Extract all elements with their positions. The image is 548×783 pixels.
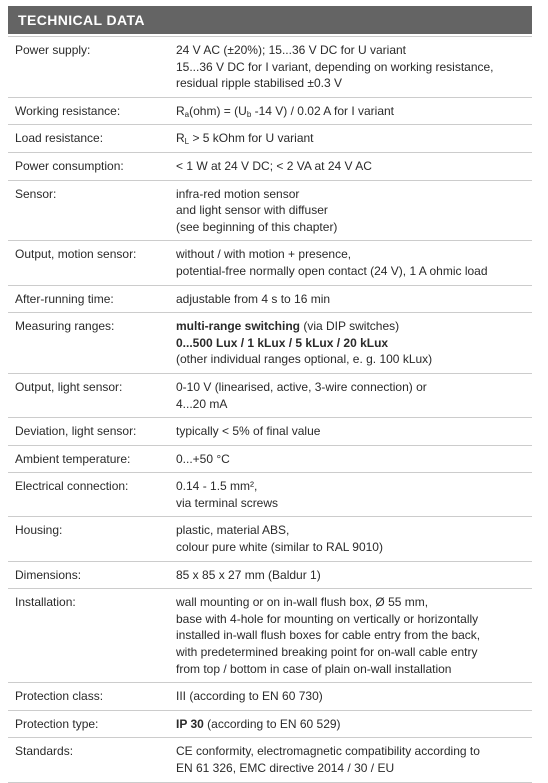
spec-label: Installation: xyxy=(15,595,76,610)
spec-label: Power consumption: xyxy=(15,158,124,173)
spec-label: Standards: xyxy=(15,744,74,759)
spec-value xyxy=(176,103,532,120)
spec-value-line: plastic, material ABS, xyxy=(176,523,290,538)
spec-label: Deviation, light sensor: xyxy=(15,424,137,439)
spec-value-line: via terminal screws xyxy=(176,495,279,510)
spec-value xyxy=(176,743,532,776)
spec-row xyxy=(8,588,532,682)
spec-value-line: 0...500 Lux / 1 kLux / 5 kLux / 20 kLux xyxy=(176,335,389,350)
spec-value xyxy=(176,291,532,308)
spec-value-line: 24 V AC (±20%); 15...36 V DC for U variant xyxy=(176,43,407,57)
spec-value-line: multi-range switching (via DIP switches) xyxy=(176,319,400,334)
spec-row xyxy=(8,152,532,180)
spec-value xyxy=(176,594,532,677)
spec-row xyxy=(8,561,532,589)
spec-value-line: 85 x 85 x 27 mm (Baldur 1) xyxy=(176,567,321,582)
section-header xyxy=(8,6,532,34)
spec-row xyxy=(8,516,532,560)
spec-value xyxy=(176,716,532,733)
spec-row xyxy=(8,710,532,738)
spec-row xyxy=(8,240,532,284)
spec-value xyxy=(176,158,532,175)
spec-row xyxy=(8,180,532,241)
spec-label: Power supply: xyxy=(15,43,91,57)
spec-label: Electrical connection: xyxy=(15,479,129,494)
spec-row xyxy=(8,285,532,313)
spec-label: Load resistance: xyxy=(15,131,104,146)
spec-value-line: 15...36 V DC for I variant, depending on working resistance, xyxy=(176,59,494,74)
spec-value-line: with predetermined breaking point for on-wall cable entry xyxy=(176,645,478,660)
spec-value xyxy=(176,567,532,584)
spec-value xyxy=(176,379,532,412)
spec-value-line: EN 61 326, EMC directive 2014 / 30 / EU xyxy=(176,761,395,775)
spec-value-line: (see beginning of this chapter) xyxy=(176,219,338,234)
spec-label: Housing: xyxy=(15,523,63,538)
spec-value-line: 4...20 mA xyxy=(176,396,228,411)
spec-row xyxy=(8,312,532,373)
spec-label: Dimensions: xyxy=(15,567,82,582)
spec-value-line: from top / bottom in case of plain on-wall installation xyxy=(176,661,452,676)
spec-row xyxy=(8,373,532,417)
spec-value-line: (other individual ranges optional, e. g. 100 kLux) xyxy=(176,352,433,367)
spec-value-line: and light sensor with diffuser xyxy=(176,203,328,218)
spec-value-line: base with 4-hole for mounting on vertically or horizontally xyxy=(176,611,479,626)
spec-label: Ambient temperature: xyxy=(15,451,131,466)
spec-label: Output, motion sensor: xyxy=(15,247,137,262)
spec-value xyxy=(176,478,532,511)
spec-value-line: without / with motion + presence, xyxy=(176,247,352,262)
spec-value-line: infra-red motion sensor xyxy=(176,186,300,201)
spec-row xyxy=(8,445,532,473)
spec-value-line: 0...+50 °C xyxy=(176,451,230,466)
spec-value-line: adjustable from 4 s to 16 min xyxy=(176,291,331,306)
spec-value-line: IP 30 (according to EN 60 529) xyxy=(176,716,341,731)
spec-value xyxy=(176,423,532,440)
spec-row xyxy=(8,417,532,445)
spec-value xyxy=(176,688,532,705)
spec-row xyxy=(8,36,532,97)
spec-value-line: wall mounting or on in-wall flush box, Ø 55 mm, xyxy=(176,595,429,610)
spec-row xyxy=(8,472,532,516)
spec-value xyxy=(176,42,532,92)
spec-label: Protection class: xyxy=(15,689,104,704)
spec-value-line: $R_L > 5$ kOhm for U variant xyxy=(176,131,314,147)
spec-label: Measuring ranges: xyxy=(15,319,115,334)
spec-value-line: colour pure white (similar to RAL 9010) xyxy=(176,540,383,555)
spec-value xyxy=(176,130,532,147)
spec-value xyxy=(176,246,532,279)
spec-value-line: residual ripple stabilised ±0.3 V xyxy=(176,76,343,91)
spec-row xyxy=(8,737,532,781)
spec-row xyxy=(8,682,532,710)
spec-value-line: 0-10 V (linearised, active, 3-wire connection) or xyxy=(176,379,427,394)
spec-value xyxy=(176,318,532,368)
spec-value-line: III (according to EN 60 730) xyxy=(176,689,323,704)
spec-value-line: < 1 W at 24 V DC; < 2 VA at 24 V AC xyxy=(176,158,372,173)
spec-value-line: potential-free normally open contact (24 V), 1 A ohmic load xyxy=(176,263,488,278)
spec-value xyxy=(176,451,532,468)
spec-value-line: installed in-wall flush boxes for cable entry from the back, xyxy=(176,628,481,643)
spec-value-line: typically < 5% of final value xyxy=(176,424,321,439)
spec-value-line: 0.14 - 1.5 mm², xyxy=(176,479,258,494)
spec-value xyxy=(176,186,532,236)
spec-label: Working resistance: xyxy=(15,103,121,118)
spec-row xyxy=(8,124,532,152)
spec-value xyxy=(176,522,532,555)
spec-label: Protection type: xyxy=(15,716,99,731)
spec-row xyxy=(8,97,532,125)
section-title: TECHNICAL DATA xyxy=(18,12,145,28)
spec-table xyxy=(8,36,532,783)
spec-label: Output, light sensor: xyxy=(15,379,123,394)
spec-label: Sensor: xyxy=(15,186,57,201)
spec-label: After-running time: xyxy=(15,291,114,306)
spec-value-line: CE conformity, electromagnetic compatibility according to xyxy=(176,744,480,759)
technical-data-sheet xyxy=(8,6,532,783)
spec-value-line: $R_a(ohm) = (U_b$ -14 V) / 0.02 A for I variant xyxy=(176,103,395,119)
